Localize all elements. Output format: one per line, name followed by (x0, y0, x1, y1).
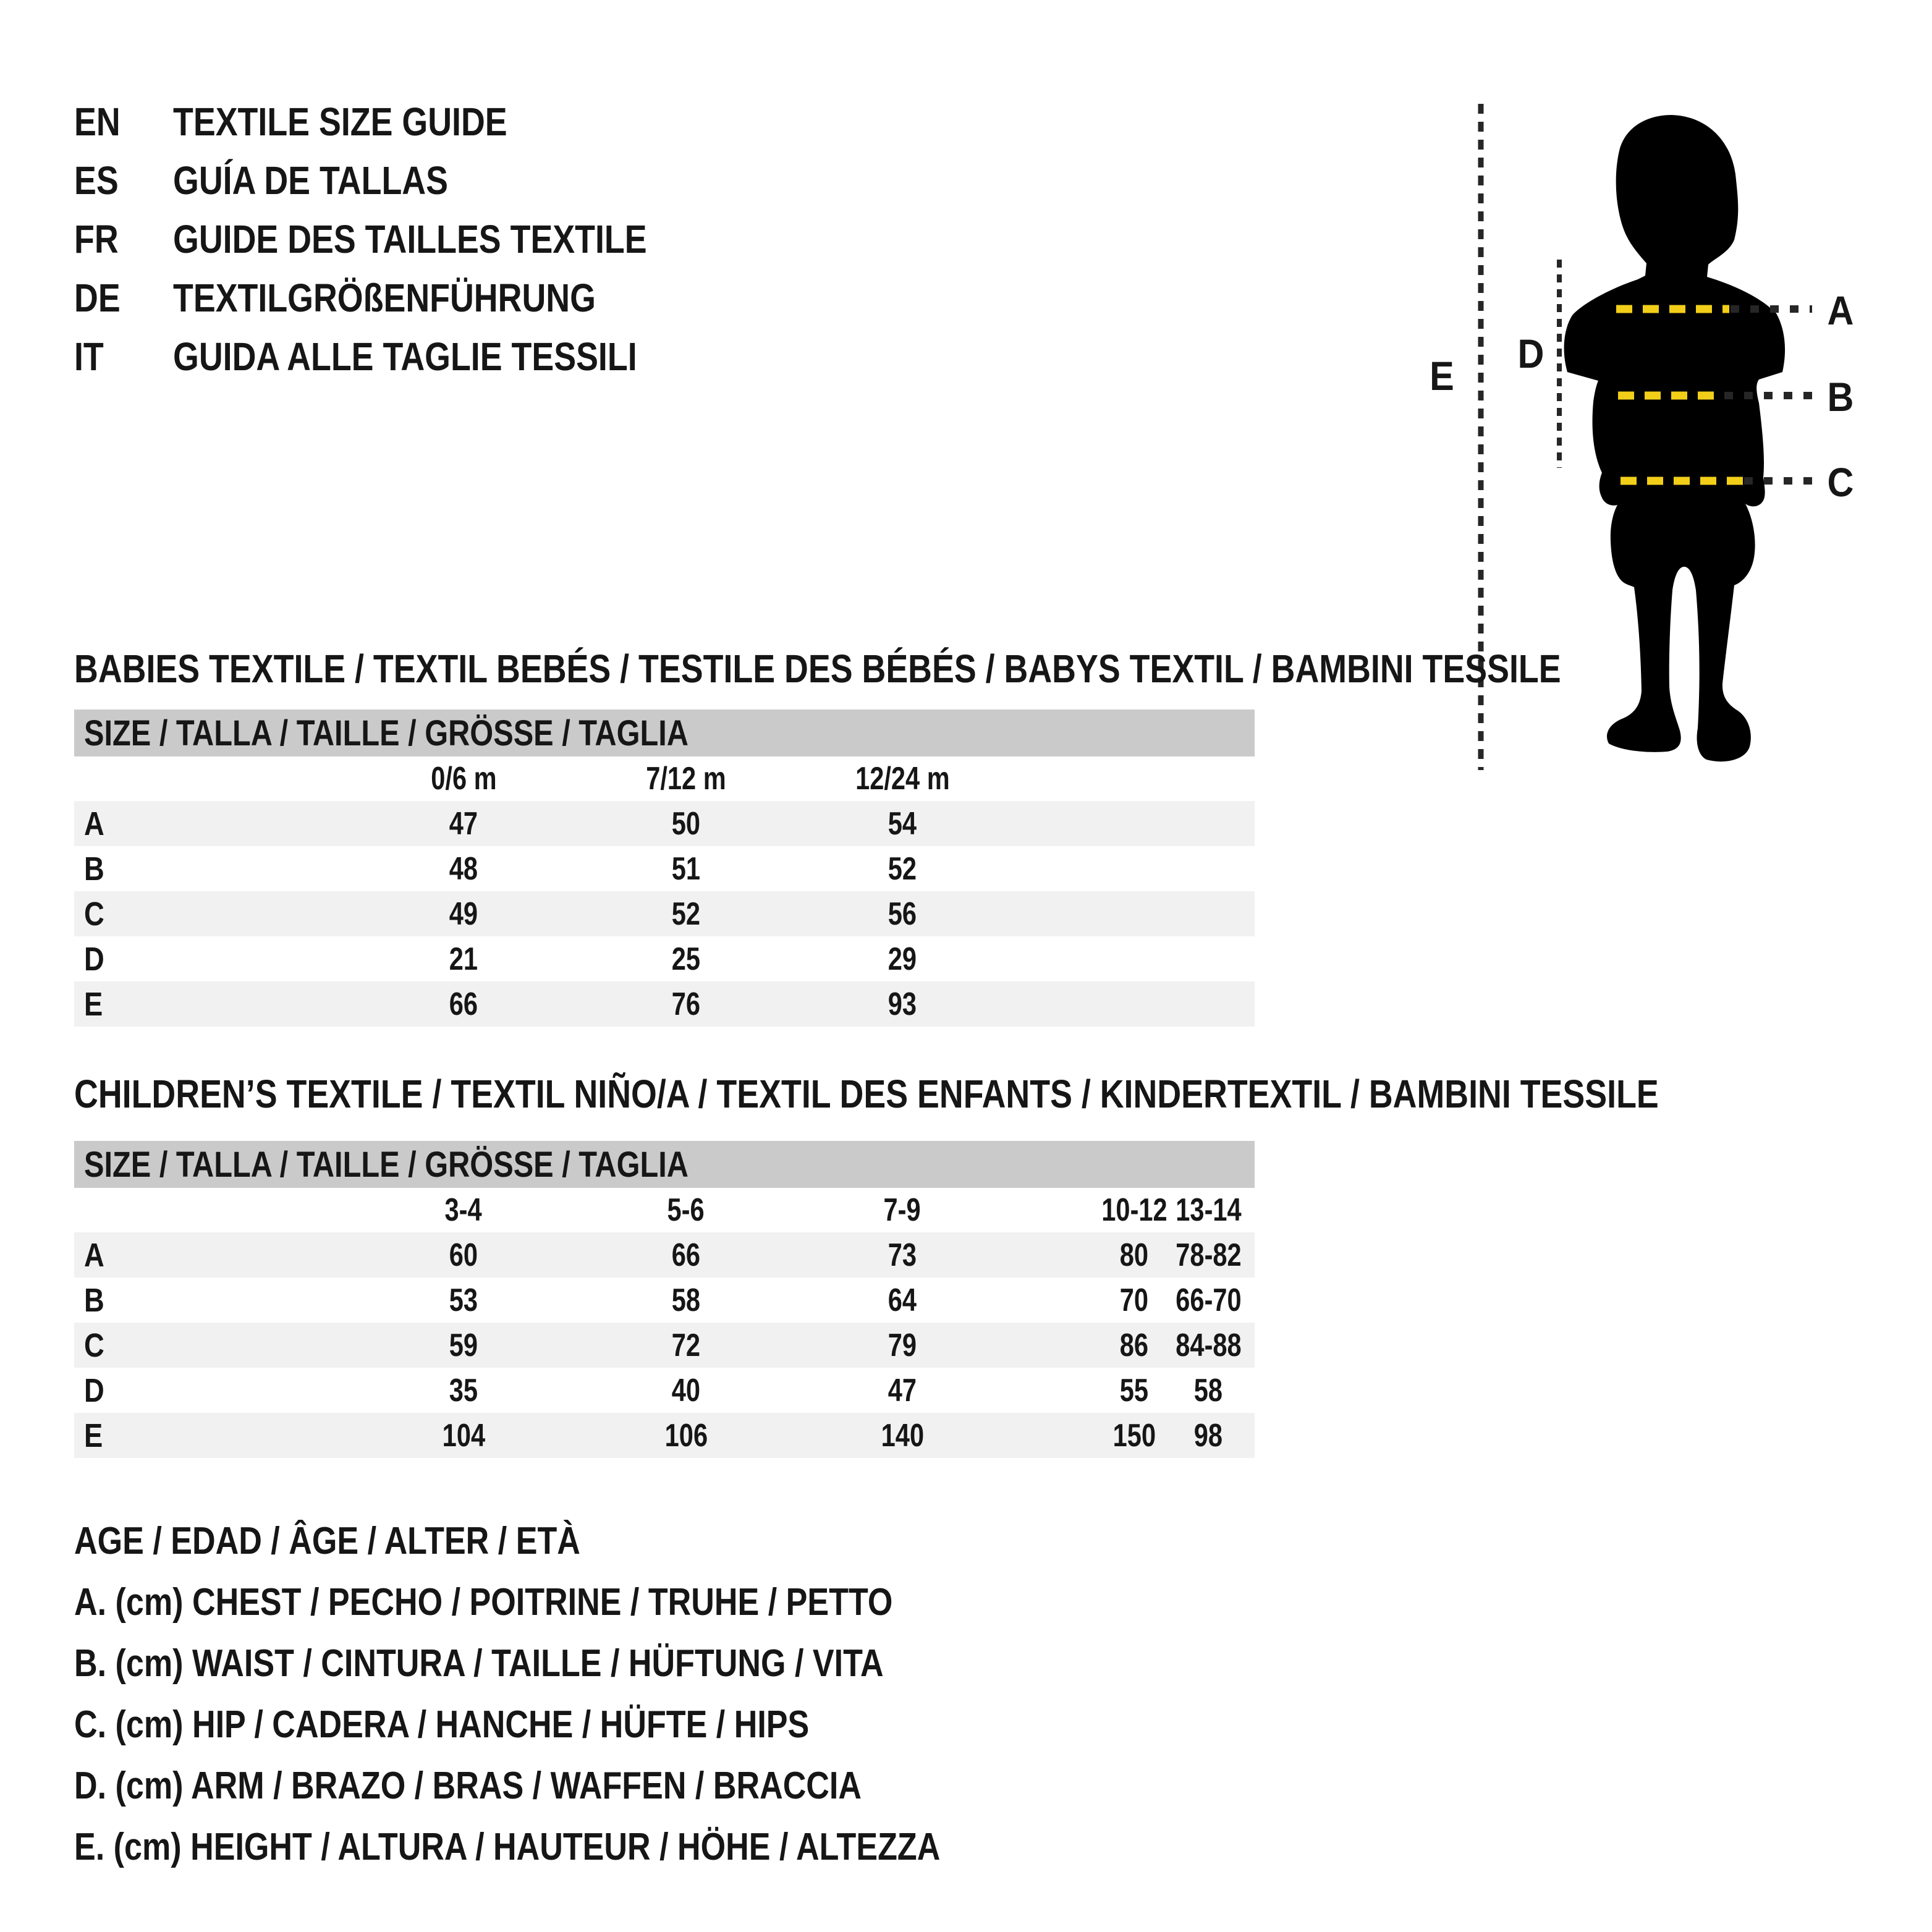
table-cell: 56 (888, 896, 917, 932)
guide-title: TEXTILE SIZE GUIDE (173, 100, 507, 144)
table-cell: 79 (888, 1327, 917, 1363)
table-row (74, 846, 1255, 891)
table-cell: 70 (1119, 1282, 1149, 1318)
column-header: 0/6 m (430, 761, 497, 797)
label-arm-d: D (1517, 331, 1544, 376)
guide-title: TEXTILGRÖßENFÜHRUNG (173, 276, 596, 320)
table-row (74, 1277, 1255, 1323)
table-row (74, 1323, 1255, 1368)
babies-column-header-row (74, 756, 1255, 801)
table-cell: 84-88 (1175, 1327, 1242, 1363)
row-label: B (84, 850, 104, 888)
table-cell: 73 (888, 1237, 917, 1273)
row-label: E (84, 985, 103, 1023)
legend-arm: D. (cm) ARM / BRAZO / BRAS / WAFFEN / BRACCIA (74, 1764, 862, 1807)
column-header: 5-6 (667, 1192, 705, 1228)
column-header: 13-14 (1175, 1192, 1242, 1228)
table-cell: 50 (671, 805, 701, 842)
label-height-e: E (1430, 353, 1454, 399)
table-row (74, 801, 1255, 846)
children-size-header-bar: SIZE / TALLA / TAILLE / GRÖSSE / TAGLIA (74, 1141, 1255, 1188)
table-cell: 21 (449, 941, 478, 977)
table-cell: 66-70 (1175, 1282, 1242, 1318)
table-cell: 80 (1119, 1237, 1149, 1273)
lang-code: FR (74, 217, 119, 261)
label-chest-a: A (1827, 287, 1854, 333)
lang-code: IT (74, 334, 104, 379)
table-row (74, 981, 1255, 1027)
row-label: C (84, 895, 104, 933)
table-cell: 52 (888, 850, 917, 887)
table-cell: 58 (1193, 1372, 1223, 1409)
lang-code: DE (74, 276, 121, 320)
table-cell: 98 (1193, 1417, 1223, 1454)
table-cell: 40 (671, 1372, 701, 1409)
row-label: D (84, 1371, 104, 1409)
row-label: E (84, 1417, 103, 1454)
column-header: 3-4 (444, 1192, 483, 1228)
legend-waist: B. (cm) WAIST / CINTURA / TAILLE / HÜFTUNG / VITA (74, 1642, 884, 1685)
table-cell: 66 (671, 1237, 701, 1273)
table-cell: 76 (671, 986, 701, 1022)
row-label: C (84, 1326, 104, 1364)
table-row (74, 1368, 1255, 1413)
row-label: B (84, 1281, 104, 1319)
table-cell: 51 (671, 850, 701, 887)
table-cell: 53 (449, 1282, 478, 1318)
label-waist-b: B (1827, 374, 1854, 420)
column-header: 7-9 (883, 1192, 922, 1228)
guide-title: GUÍA DE TALLAS (173, 158, 448, 203)
table-cell: 64 (888, 1282, 917, 1318)
table-cell: 93 (888, 986, 917, 1022)
children-column-header-row (74, 1188, 1255, 1232)
table-cell: 35 (449, 1372, 478, 1409)
row-label: A (84, 805, 104, 842)
table-cell: 49 (449, 896, 478, 932)
table-cell: 104 (442, 1417, 485, 1454)
table-cell: 106 (664, 1417, 708, 1454)
column-header: 7/12 m (646, 761, 726, 797)
table-cell: 86 (1119, 1327, 1149, 1363)
table-row (74, 936, 1255, 981)
label-hip-c: C (1827, 459, 1854, 505)
table-row (74, 891, 1255, 936)
row-label: A (84, 1236, 104, 1274)
children-section-title: CHILDREN’S TEXTILE / TEXTIL NIÑO/A / TEXTIL DES ENFANTS / KINDERTEXTIL / BAMBINI TESSILE (74, 1072, 1659, 1116)
table-cell: 47 (449, 805, 478, 842)
table-cell: 58 (671, 1282, 701, 1318)
table-row (74, 1413, 1255, 1458)
column-header: 10-12 (1101, 1192, 1167, 1228)
legend-age: AGE / EDAD / ÂGE / ALTER / ETÀ (74, 1519, 580, 1562)
table-row (74, 1232, 1255, 1277)
legend-height: E. (cm) HEIGHT / ALTURA / HAUTEUR / HÖHE / ALTEZZA (74, 1825, 941, 1868)
column-header: 12/24 m (855, 761, 950, 797)
row-label: D (84, 940, 104, 978)
table-cell: 52 (671, 896, 701, 932)
table-cell: 54 (888, 805, 917, 842)
lang-code: ES (74, 158, 119, 203)
table-cell: 72 (671, 1327, 701, 1363)
table-cell: 25 (671, 941, 701, 977)
table-cell: 47 (888, 1372, 917, 1409)
babies-section-title: BABIES TEXTILE / TEXTIL BEBÉS / TESTILE DES BÉBÉS / BABYS TEXTIL / BAMBINI TESSILE (74, 646, 1561, 691)
table-cell: 66 (449, 986, 478, 1022)
babies-size-header-bar: SIZE / TALLA / TAILLE / GRÖSSE / TAGLIA (74, 710, 1255, 756)
legend-hip: C. (cm) HIP / CADERA / HANCHE / HÜFTE / HIPS (74, 1703, 810, 1746)
legend-chest: A. (cm) CHEST / PECHO / POITRINE / TRUHE / PETTO (74, 1580, 893, 1624)
guide-title: GUIDA ALLE TAGLIE TESSILI (173, 334, 637, 379)
table-cell: 55 (1119, 1372, 1149, 1409)
table-cell: 29 (888, 941, 917, 977)
guide-title: GUIDE DES TAILLES TEXTILE (173, 217, 647, 261)
table-cell: 60 (449, 1237, 478, 1273)
lang-code: EN (74, 100, 121, 144)
table-cell: 140 (881, 1417, 924, 1454)
table-cell: 150 (1112, 1417, 1156, 1454)
table-cell: 48 (449, 850, 478, 887)
table-cell: 78-82 (1175, 1237, 1242, 1273)
table-cell: 59 (449, 1327, 478, 1363)
